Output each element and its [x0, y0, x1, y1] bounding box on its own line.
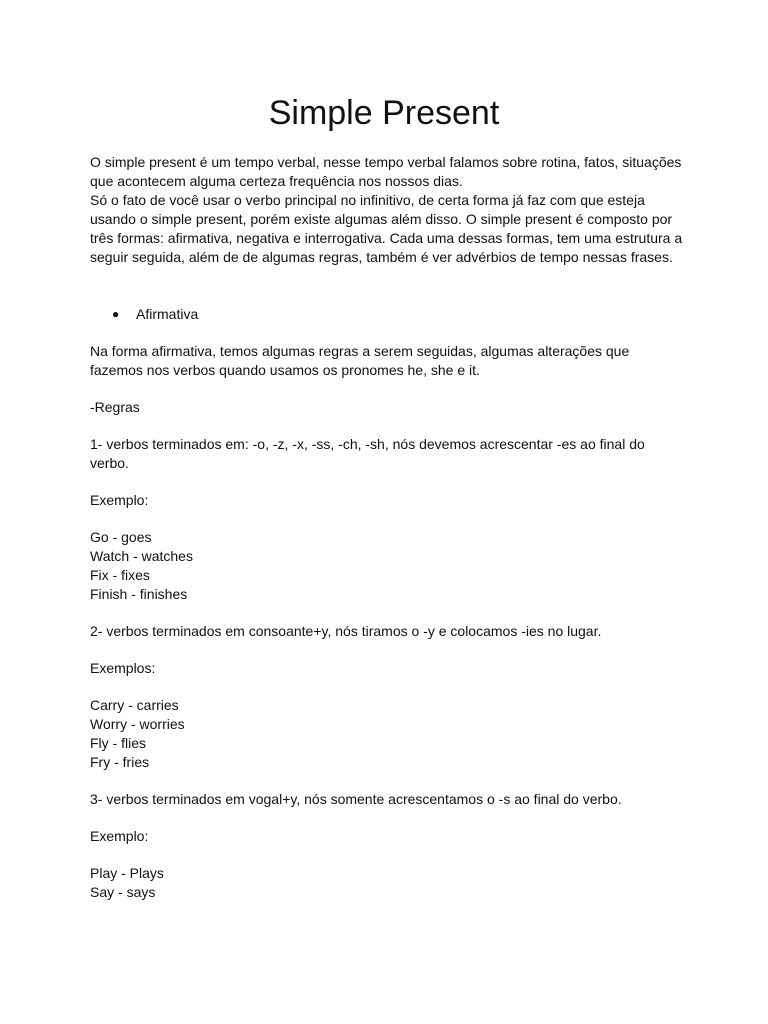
document-body: [90, 153, 690, 902]
text-line: que acontecem alguma certeza frequência nos nossos dias.: [90, 173, 463, 189]
intro-paragraph-1: [90, 153, 690, 191]
example-item: Say - says: [90, 884, 156, 900]
bullet-item-afirmativa: [90, 305, 690, 324]
text-line: 3- verbos terminados em vogal+y, nós somente acrescentamos o -s ao final do verbo.: [90, 791, 622, 807]
text-line: usando o simple present, porém existe algumas além disso. O simple present é composto por: [90, 211, 673, 227]
example-item: Finish - finishes: [90, 586, 188, 602]
rule-3-text: [90, 790, 690, 809]
example-item: Carry - carries: [90, 697, 179, 713]
example-item: Fry - fries: [90, 754, 150, 770]
intro-paragraph-2: [90, 191, 690, 267]
example-item: Fly - flies: [90, 735, 146, 751]
afirmativa-paragraph: [90, 342, 690, 380]
text-line: três formas: afirmativa, negativa e interrogativa. Cada uma dessas formas, tem uma estrutura a: [90, 230, 683, 246]
example-item: Play - Plays: [90, 865, 164, 881]
example-item: Go - goes: [90, 529, 152, 545]
example-item: Watch - watches: [90, 548, 193, 564]
text-line: 1- verbos terminados em: -o, -z, -x, -ss, -ch, -sh, nós devemos acrescentar -es ao final do: [90, 436, 645, 452]
text-line: Na forma afirmativa, temos algumas regras a serem seguidas, algumas alterações que: [90, 343, 630, 359]
text-line: seguir seguida, além de de algumas regras, também é ver advérbios de tempo nessas frases.: [90, 249, 673, 265]
rule-2-example-label: Exemplos:: [90, 660, 156, 676]
bullet-icon: ●: [112, 307, 120, 321]
bullet-label: Afirmativa: [136, 306, 199, 322]
rule-3-example-label: Exemplo:: [90, 828, 149, 844]
text-line: 2- verbos terminados em consoante+y, nós tiramos o -y e colocamos -ies no lugar.: [90, 623, 602, 639]
text-line: Só o fato de você usar o verbo principal no infinitivo, de certa forma já faz com que esteja: [90, 192, 645, 208]
rule-1-text: [90, 435, 690, 473]
rule-2-examples: [90, 696, 690, 772]
rule-1-example-label: Exemplo:: [90, 492, 149, 508]
example-item: Fix - fixes: [90, 567, 150, 583]
text-line: O simple present é um tempo verbal, nesse tempo verbal falamos sobre rotina, fatos, situações: [90, 154, 682, 170]
example-item: Worry - worries: [90, 716, 185, 732]
text-line: fazemos nos verbos quando usamos os pronomes he, she e it.: [90, 362, 480, 378]
rule-1-examples: [90, 528, 690, 604]
page-title: Simple Present: [268, 94, 500, 132]
rule-2-text: [90, 622, 690, 641]
regras-heading: -Regras: [90, 399, 140, 415]
rule-3-examples: [90, 864, 690, 902]
text-line: verbo.: [90, 455, 129, 471]
